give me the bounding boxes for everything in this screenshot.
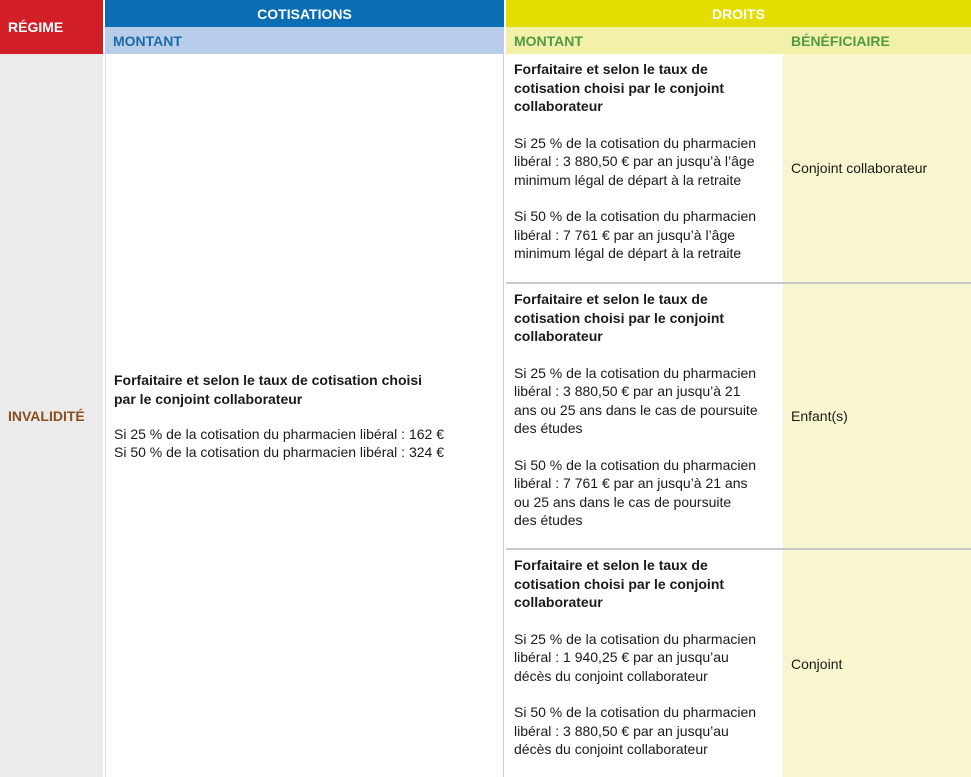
cotisation-amounts [114, 425, 495, 461]
text-line: Forfaitaire et selon le taux de [514, 291, 708, 307]
subheader-cotisations-montant: MONTANT [105, 27, 504, 54]
text-line: libéral : 1 940,25 € par an jusqu’au [514, 649, 729, 665]
subheader-beneficiaire: BÉNÉFICIAIRE [783, 27, 971, 54]
droits-25 [514, 364, 775, 438]
beneficiaire-label: Enfant(s) [791, 408, 848, 424]
beneficiaire-row-2 [783, 284, 971, 548]
cotisation-cell [105, 54, 504, 777]
droits-title [514, 60, 775, 116]
text-line: libéral : 3 880,50 € par an jusqu’à l’âge [514, 153, 755, 169]
droits-25 [514, 134, 775, 190]
droits-montant-row-1 [506, 54, 783, 282]
text-line: Forfaitaire et selon le taux de [514, 61, 708, 77]
cotisation-amount-25: Si 25 % de la cotisation du pharmacien libéral : 162 € [114, 425, 444, 442]
text-line: libéral : 7 761 € par an jusqu’à l’âge [514, 226, 736, 243]
text-line: cotisation choisi par le conjoint [514, 79, 725, 96]
text-line: cotisation choisi par le conjoint [514, 575, 725, 592]
text-line: collaborateur [514, 328, 603, 344]
cotisation-amount-50: Si 50 % de la cotisation du pharmacien libéral : 324 € [114, 443, 444, 460]
droits-title [514, 556, 775, 612]
header-droits: DROITS [506, 0, 971, 27]
text-line: ans ou 25 ans dans le cas de poursuite [514, 401, 758, 418]
cotisation-title-line: par le conjoint collaborateur [114, 390, 303, 407]
beneficiaire-label: Conjoint [791, 655, 843, 672]
droits-25 [514, 630, 775, 686]
text-line: décès du conjoint collaborateur [514, 667, 708, 684]
text-line: des études [514, 420, 583, 436]
regime-cell [0, 54, 103, 777]
subheader-droits-montant: MONTANT [506, 27, 783, 54]
text-line: minimum légal de départ à la retraite [514, 245, 742, 261]
text-line: décès du conjoint collaborateur [514, 741, 708, 757]
header-cotisations: COTISATIONS [105, 0, 504, 27]
text-line: collaborateur [514, 98, 603, 114]
droits-montant-row-3 [506, 550, 783, 777]
droits-montant-row-2 [506, 284, 783, 548]
text-line: cotisation choisi par le conjoint [514, 309, 725, 326]
text-line: Si 25 % de la cotisation du pharmacien [514, 630, 757, 647]
beneficiaire-row-1 [783, 54, 971, 282]
text-line: minimum légal de départ à la retraite [514, 171, 742, 188]
text-line: Forfaitaire et selon le taux de [514, 557, 708, 573]
droits-50 [514, 207, 775, 263]
text-line: collaborateur [514, 594, 603, 610]
droits-50 [514, 703, 775, 759]
regime-label: INVALIDITÉ [8, 407, 85, 424]
text-line: libéral : 3 880,50 € par an jusqu’au [514, 722, 729, 739]
text-line: Si 50 % de la cotisation du pharmacien [514, 208, 757, 224]
beneficiaire-label: Conjoint collaborateur [791, 160, 928, 176]
text-line: ou 25 ans dans le cas de poursuite [514, 493, 732, 510]
cotisation-title [114, 371, 454, 409]
text-line: Si 50 % de la cotisation du pharmacien [514, 704, 757, 720]
text-line: des études [514, 512, 583, 528]
text-line: Si 25 % de la cotisation du pharmacien [514, 134, 757, 151]
text-line: libéral : 3 880,50 € par an jusqu’à 21 [514, 383, 741, 399]
droits-title [514, 290, 775, 346]
text-line: libéral : 7 761 € par an jusqu’à 21 ans [514, 475, 748, 491]
text-line: Si 25 % de la cotisation du pharmacien [514, 364, 757, 381]
beneficiaire-row-3 [783, 550, 971, 777]
header-regime: RÉGIME [0, 0, 103, 54]
text-line: Si 50 % de la cotisation du pharmacien [514, 456, 757, 473]
cotisation-title-line: Forfaitaire et selon le taux de cotisation choisi [114, 371, 423, 388]
droits-50 [514, 456, 775, 530]
